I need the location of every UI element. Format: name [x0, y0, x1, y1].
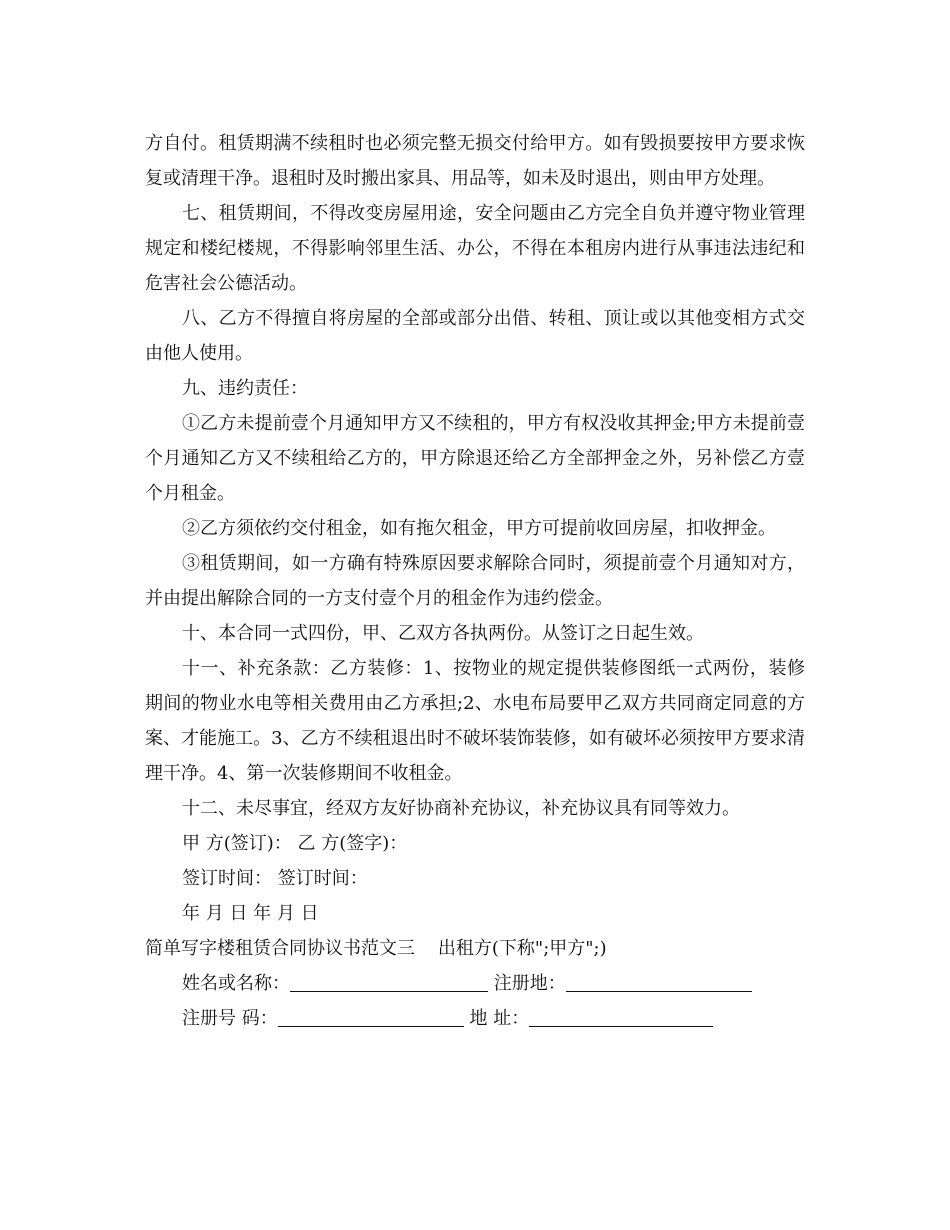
clause-8: 八、乙方不得擅自将房屋的全部或部分出借、转租、顶让或以其他变相方式交由他人使用。 — [145, 308, 805, 364]
signature-parties: 甲 方(签订)： 乙 方(签字)： — [182, 833, 408, 854]
reg-place-blank[interactable] — [566, 969, 752, 992]
name-blank[interactable] — [290, 969, 488, 992]
section-title: 简单写字楼租赁合同协议书范文三 — [145, 938, 415, 959]
form-row-name — [145, 966, 805, 1001]
clause-7: 七、租赁期间，不得改变房屋用途，安全问题由乙方完全自负并遵守物业管理规定和楼纪楼规，不得影响邻里生活、办公，不得在本租房内进行从事违法违纪和危害社会公德活动。 — [145, 203, 805, 294]
section-title-line — [145, 931, 805, 966]
reg-place-label: 注册地： — [493, 973, 566, 994]
name-label: 姓名或名称： — [182, 973, 290, 994]
clause-9-heading: 九、违约责任： — [182, 378, 308, 399]
clause-10: 十、本合同一式四份，甲、乙双方各执两份。从签订之日起生效。 — [182, 623, 704, 644]
signature-time: 签订时间： 签订时间： — [182, 868, 368, 889]
signature-date: 年 月 日 年 月 日 — [182, 903, 319, 924]
address-label: 地 址： — [469, 1008, 530, 1029]
clause-9-item-3: ③租赁期间，如一方确有特殊原因要求解除合同时，须提前壹个月通知对方，并由提出解除合同的一方支付壹个月的租金作为违约偿金。 — [145, 553, 805, 609]
clause-9-item-2: ②乙方须依约交付租金，如有拖欠租金，甲方可提前收回房屋，扣收押金。 — [182, 518, 776, 539]
reg-no-label: 注册号 码： — [182, 1008, 278, 1029]
reg-no-blank[interactable] — [278, 1004, 464, 1027]
clause-9-item-1: ①乙方未提前壹个月通知甲方又不续租的，甲方有权没收其押金;甲方未提前壹个月通知乙方又不续租给乙方的，甲方除退还给乙方全部押金之外，另补偿乙方壹个月租金。 — [145, 413, 805, 504]
form-row-reg — [145, 1001, 805, 1036]
document-body — [145, 126, 805, 1036]
clause-11: 十一、补充条款：乙方装修：1、按物业的规定提供装修图纸一式两份，装修期间的物业水电等相关费用由乙方承担;2、水电布局要甲乙双方共同商定同意的方案、才能施工。3、乙方不续租退出时不破坏装饰装修，如有破坏必须按甲方要求清理干净。4、第一次装修期间不收租金。 — [145, 658, 805, 784]
address-blank[interactable] — [529, 1004, 713, 1027]
paragraph-continuation: 方自付。租赁期满不续租时也必须完整无损交付给甲方。如有毁损要按甲方要求恢复或清理干净。退租时及时搬出家具、用品等，如未及时退出，则由甲方处理。 — [145, 133, 805, 189]
clause-12: 十二、未尽事宜，经双方友好协商补充协议，补充协议具有同等效力。 — [182, 798, 740, 819]
lessor-intro: 出租方(下称";甲方";) — [437, 938, 607, 959]
